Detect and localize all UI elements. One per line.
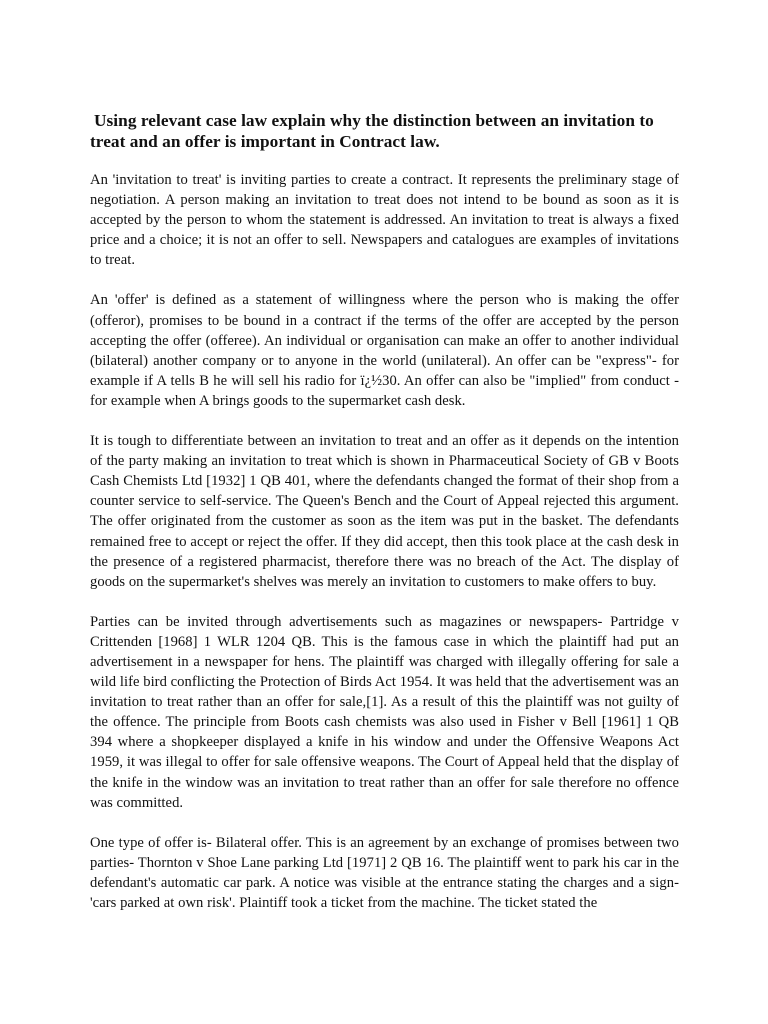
document-page [90,110,679,933]
paragraph-bilateral-offer: One type of offer is- Bilateral offer. This is an agreement by an exchange of promises between two parties- Thornton v Shoe Lane parking Ltd [1971] 2 QB 16. The plaintiff went to park his car in the defendant's automatic car park. A notice was visible at the entrance stating the charges and a sign-'cars parked at own risk'. Plaintiff took a ticket from the machine. The ticket stated the [90,834,679,911]
paragraph-invitation-to-treat: An 'invitation to treat' is inviting parties to create a contract. It represents the preliminary stage of negotiation. A person making an invitation to treat does not intend to be bound as soon as it is accepted by the person to whom the statement is addressed. An invitation to treat is always a fixed price and a choice; it is not an offer to sell. Newspapers and catalogues are examples of invitations to treat. [90,172,679,269]
document-title: Using relevant case law explain why the distinction between an invitation to treat and an offer is important in Contract law. [90,111,654,151]
paragraph-offer-definition: An 'offer' is defined as a statement of willingness where the person who is making the offer (offeror), promises to be bound in a contract if the terms of the offer are accepted by the person accepting the offer (offeree). An individual or organisation can make an offer to another individual (bilateral) another company or to anyone in the world (unilateral). An offer can be "express"- for example if A tells B he will sell his radio for ï¿½30. An offer can also be "implied" from conduct - for example when A brings goods to the supermarket cash desk. [90,292,679,409]
paragraph-advertisements: Parties can be invited through advertisements such as magazines or newspapers- Partridge v Crittenden [1968] 1 WLR 1204 QB. This is the famous case in which the plaintiff had put an advertisement in a newspaper for hens. The plaintiff was charged with illegally offering for sale a wild life bird conflicting the Protection of Birds Act 1954. It was held that the advertisement was an invitation to treat rather than an offer for sale,[1]. As a result of this the plaintiff was not guilty of the offence. The principle from Boots cash chemists was also used in Fisher v Bell [1961] 1 QB 394 where a shopkeeper displayed a knife in his window and under the Offensive Weapons Act 1959, it was illegal to offer for sale offensive weapons. The Court of Appeal held that the display of the knife in the window was an invitation to treat rather than an offer for sale therefore no offence was committed. [90,613,679,811]
paragraph-boots-case: It is tough to differentiate between an invitation to treat and an offer as it depends on the intention of the party making an invitation to treat which is shown in Pharmaceutical Society of GB v Boots Cash Chemists Ltd [1932] 1 QB 401, where the defendants changed the format of their shop from a counter service to self-service. The Queen's Bench and the Court of Appeal rejected this argument. The offer originated from the customer as soon as the item was put in the basket. The defendants remained free to accept or reject the offer. If they did accept, then this took place at the cash desk in the presence of a registered pharmacist, therefore there was no breach of the Act. The display of goods on the supermarket's shelves was merely an invitation to customers to make offers to buy. [90,433,679,590]
